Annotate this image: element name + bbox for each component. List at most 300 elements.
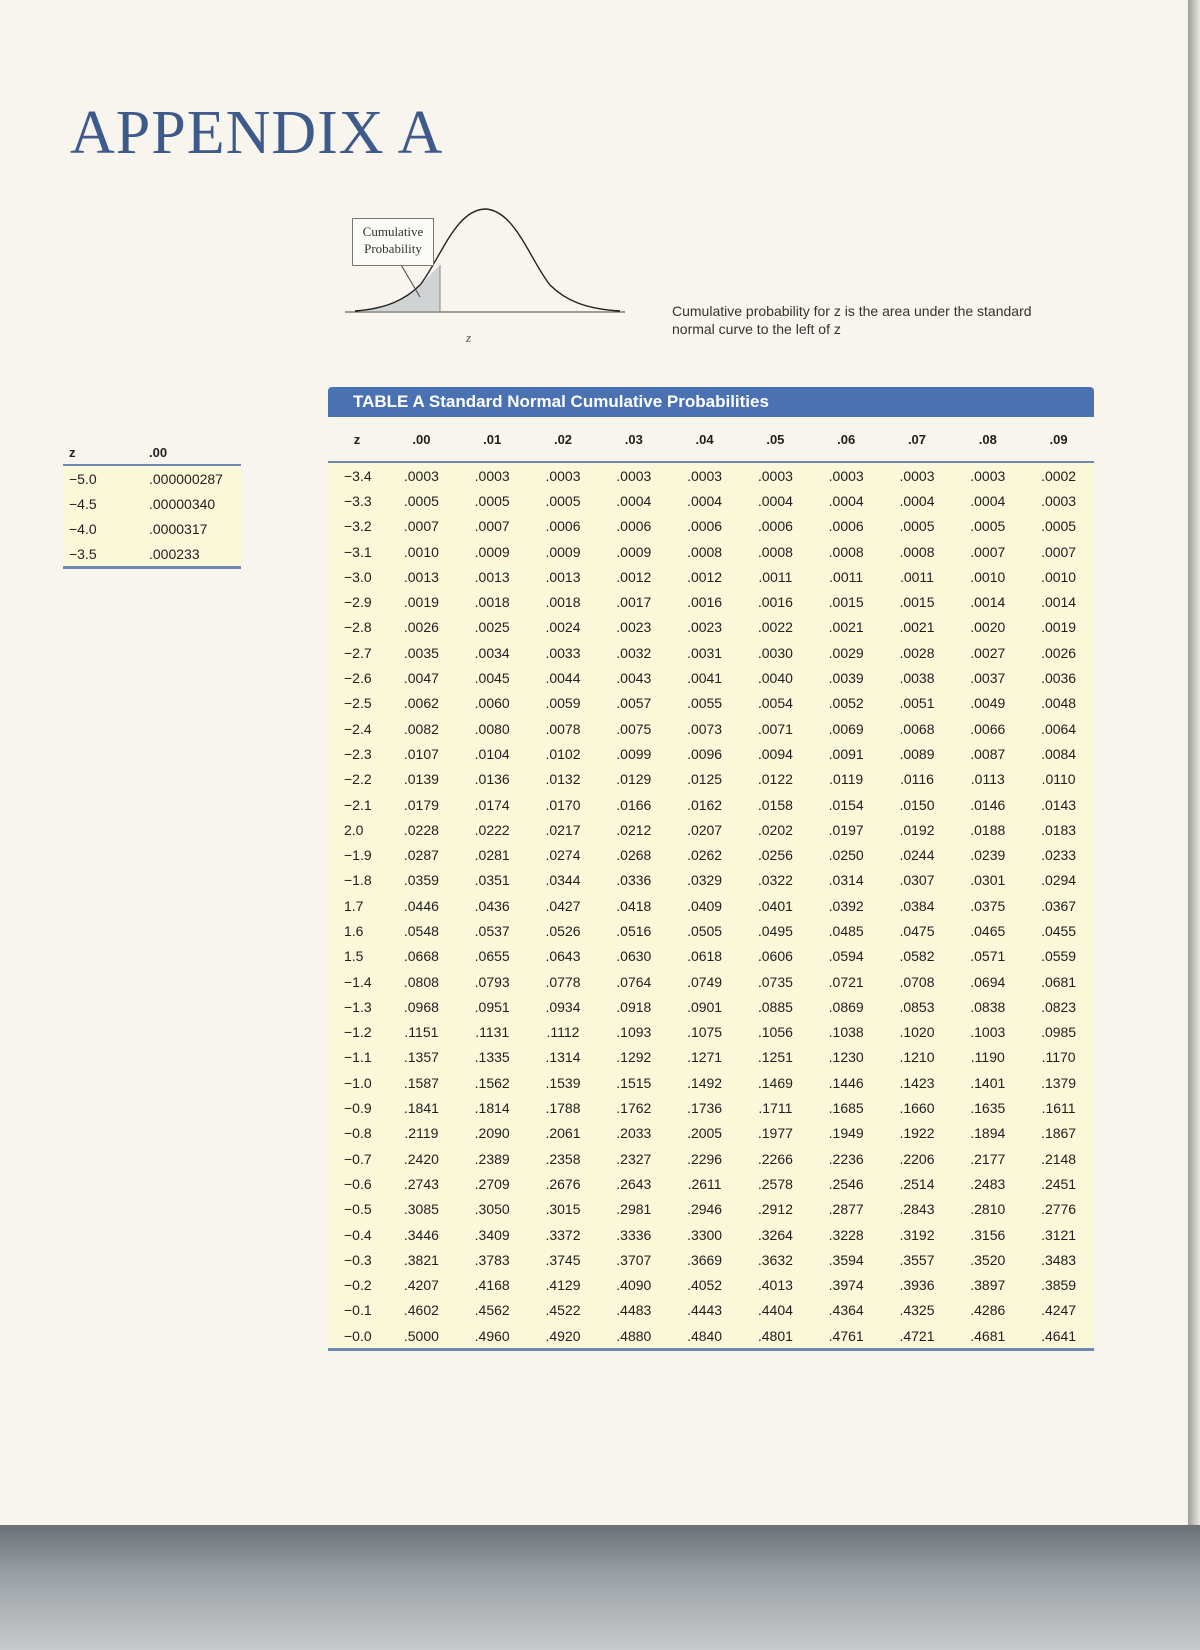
probability-cell: .0336 [616,872,652,889]
table-row [328,716,1094,741]
probability-cell: .4641 [1023,1323,1094,1350]
probability-cell: .0048 [1041,695,1077,712]
probability-cell: .0013 [474,568,510,585]
probability-cell: .0268 [616,847,652,864]
probability-cell: .0000317 [149,520,208,537]
probability-cell: .0294 [1041,872,1077,889]
probability-cell: .0089 [899,745,935,762]
probability-cell: .4602 [403,1302,439,1319]
probability-cell: .0003 [687,467,723,484]
z-value-cell: −2.7 [344,644,372,661]
probability-cell: .2578 [757,1175,793,1192]
probability-cell: .1003 [970,1024,1006,1041]
probability-cell: .0934 [545,998,581,1015]
column-header: .07 [882,417,953,462]
z-value-cell: −3.0 [344,568,372,585]
pointer-arrow [400,263,420,297]
probability-cell: .0071 [757,720,793,737]
probability-cell: .1814 [474,1100,510,1117]
probability-cell: .0668 [403,948,439,965]
z-value-cell: 1.6 [344,922,364,939]
probability-cell: .0013 [545,568,581,585]
table-row [328,1095,1094,1120]
probability-cell: .0018 [545,594,581,611]
probability-cell: .0005 [1041,518,1077,535]
probability-cell: .0122 [757,771,793,788]
probability-cell: .3156 [970,1226,1006,1243]
z-value-cell: −1.1 [344,1049,372,1066]
probability-cell: .0708 [899,973,935,990]
probability-cell: .0951 [474,998,510,1015]
probability-cell: .0582 [899,948,935,965]
z-value-cell: −1.0 [344,1074,372,1091]
probability-cell: .0808 [403,973,439,990]
probability-cell: .1711 [758,1100,793,1117]
probability-cell: .000000287 [149,470,223,487]
probability-cell: .0096 [687,745,723,762]
z-value-cell: −2.8 [344,619,372,636]
probability-cell: .2119 [404,1125,439,1142]
probability-cell: .4247 [1041,1302,1077,1319]
probability-cell: .4325 [899,1302,935,1319]
probability-cell: .4761 [811,1323,882,1350]
probability-cell: .1131 [475,1024,510,1041]
probability-cell: .1210 [899,1049,935,1066]
probability-cell: .0014 [1041,594,1077,611]
z-value-cell: −3.4 [344,467,372,484]
probability-cell: .0003 [970,467,1006,484]
probability-cell: .0044 [545,670,581,687]
z-value-cell: −3.5 [63,541,149,568]
probability-cell: .0329 [687,872,723,889]
probability-cell: .0003 [899,467,935,484]
probability-cell: .0022 [757,619,793,636]
probability-cell: .3974 [828,1277,864,1294]
probability-cell: .0262 [687,847,723,864]
probability-cell: .4090 [616,1277,652,1294]
probability-cell: .0027 [970,644,1006,661]
probability-cell: .0021 [899,619,935,636]
probability-cell: .0132 [545,771,581,788]
page-title: APPENDIX A [70,99,444,167]
probability-cell: .0594 [828,948,864,965]
probability-cell: .0188 [970,821,1006,838]
probability-cell: .0016 [687,594,723,611]
probability-cell: .3121 [1041,1226,1077,1243]
probability-cell: .3745 [545,1251,581,1268]
probability-cell: .0039 [828,670,864,687]
probability-cell: .4404 [757,1302,793,1319]
z-value-cell: 2.0 [344,821,364,838]
table-row [328,1197,1094,1222]
probability-cell: .0064 [1041,720,1077,737]
probability-cell: .0006 [545,518,581,535]
probability-cell: .1292 [616,1049,652,1066]
probability-cell: .0129 [616,771,652,788]
probability-cell: .2810 [970,1201,1006,1218]
probability-cell: .2912 [757,1201,793,1218]
z-value-cell: −2.2 [344,771,372,788]
probability-cell: .0054 [757,695,793,712]
probability-cell: .0233 [1041,847,1077,864]
probability-cell: .0045 [474,670,510,687]
probability-cell: .0012 [616,568,652,585]
probability-cell: .0901 [687,998,723,1015]
table-row [328,842,1094,867]
probability-cell: .1357 [403,1049,439,1066]
probability-cell: .0475 [899,922,935,939]
probability-cell: .0006 [616,518,652,535]
probability-cell: .0009 [616,543,652,560]
table-row [63,491,241,516]
column-header: .01 [457,417,528,462]
probability-cell: .0015 [828,594,864,611]
probability-cell: .0630 [616,948,652,965]
probability-cell: .0004 [687,492,723,509]
probability-cell: .0239 [970,847,1006,864]
probability-cell: .1611 [1041,1100,1076,1117]
column-header: .03 [598,417,669,462]
probability-cell: .0032 [616,644,652,661]
table-row [328,640,1094,665]
probability-cell: .0968 [403,998,439,1015]
table-row [328,1070,1094,1095]
probability-cell: .3446 [403,1226,439,1243]
probability-cell: .0006 [687,518,723,535]
z-value-cell: −3.2 [344,518,372,535]
probability-cell: .0823 [1041,998,1077,1015]
probability-cell: .0274 [545,847,581,864]
probability-cell: .0005 [899,518,935,535]
column-header: .00 [386,417,457,462]
probability-cell: .0007 [1041,543,1077,560]
probability-cell: .0436 [474,897,510,914]
column-header: z [328,417,386,462]
probability-cell: .0655 [474,948,510,965]
probability-cell: .0749 [687,973,723,990]
probability-cell: .0314 [828,872,864,889]
table-row [328,1146,1094,1171]
probability-cell: .0036 [1041,670,1077,687]
probability-cell: .0007 [403,518,439,535]
probability-cell: .4522 [545,1302,581,1319]
probability-cell: .0202 [757,821,793,838]
table-row [328,488,1094,513]
probability-cell: .0344 [545,872,581,889]
probability-cell: .0384 [899,897,935,914]
probability-cell: .0559 [1041,948,1077,965]
probability-cell: .1335 [474,1049,510,1066]
probability-cell: .4168 [474,1277,510,1294]
probability-cell: .0287 [403,847,439,864]
probability-cell: .0075 [616,720,652,737]
probability-cell: .0170 [545,796,581,813]
probability-cell: .0643 [545,948,581,965]
probability-cell: .0091 [828,745,864,762]
probability-cell: .0113 [970,771,1005,788]
probability-cell: .4880 [598,1323,669,1350]
probability-cell: .1271 [687,1049,723,1066]
table-row [328,615,1094,640]
probability-cell: .3015 [545,1201,581,1218]
probability-cell: .0192 [899,821,935,838]
table-row [328,589,1094,614]
probability-cell: .0033 [545,644,581,661]
probability-cell: .3228 [828,1226,864,1243]
probability-cell: .0009 [474,543,510,560]
probability-cell: .1190 [970,1049,1005,1066]
z-value-cell: 1.7 [344,897,364,914]
probability-cell: .4286 [970,1302,1006,1319]
probability-cell: .0003 [1041,492,1077,509]
probability-cell: .0017 [616,594,652,611]
probability-cell: .0485 [828,922,864,939]
probability-cell: .3192 [899,1226,935,1243]
probability-cell: .1075 [687,1024,723,1041]
probability-cell: .0418 [616,897,652,914]
probability-cell: .0040 [757,670,793,687]
probability-cell: .0455 [1041,922,1077,939]
probability-cell: .0548 [403,922,439,939]
probability-cell: .0495 [757,922,793,939]
probability-cell: .1894 [970,1125,1006,1142]
probability-cell: .1401 [970,1074,1006,1091]
probability-cell: .1314 [545,1049,581,1066]
probability-cell: .0041 [687,670,723,687]
probability-cell: .4681 [952,1323,1023,1350]
probability-cell: .3372 [545,1226,581,1243]
z-value-cell: −4.5 [69,495,97,512]
probability-cell: .0322 [757,872,793,889]
probability-cell: .0116 [899,771,934,788]
probability-cell: .2451 [1041,1175,1077,1192]
probability-cell: .0125 [687,771,723,788]
normal-cdf-table [328,417,1094,1351]
table-row [328,792,1094,817]
probability-cell: .0136 [474,771,510,788]
z-value-cell: −1.8 [344,872,372,889]
z-value-cell: −0.1 [344,1302,372,1319]
probability-cell: .0011 [758,568,793,585]
z-value-cell: −0.2 [344,1277,372,1294]
probability-cell: .0021 [828,619,864,636]
probability-cell: .0281 [474,847,510,864]
table-row [328,868,1094,893]
probability-cell: .1151 [404,1024,439,1041]
probability-cell: .0107 [403,745,439,762]
probability-cell: .0571 [970,948,1006,965]
probability-cell: .2177 [970,1150,1006,1167]
table-row [328,462,1094,488]
probability-cell: .0082 [403,720,439,737]
z-value-cell: 1.5 [344,948,364,965]
z-value-cell: −0.8 [344,1125,372,1142]
probability-cell: .1977 [757,1125,793,1142]
probability-cell: .0392 [828,897,864,914]
probability-cell: .1446 [828,1074,864,1091]
probability-cell: .4364 [828,1302,864,1319]
probability-cell: .2514 [899,1175,935,1192]
probability-cell: .1379 [1041,1074,1077,1091]
probability-cell: .3783 [474,1251,510,1268]
probability-cell: .0003 [403,467,439,484]
table-row [328,817,1094,842]
probability-cell: .4960 [457,1323,528,1350]
probability-cell: .1949 [828,1125,864,1142]
z-value-cell: −3.1 [344,543,372,560]
probability-cell: .00000340 [149,495,216,512]
probability-cell: .1112 [546,1024,580,1041]
z-value-cell: −0.9 [344,1100,372,1117]
probability-cell: .0015 [899,594,935,611]
probability-cell: .0102 [545,745,581,762]
z-value-cell: −0.5 [344,1201,372,1218]
probability-cell: .0166 [616,796,652,813]
probability-cell: .0359 [403,872,439,889]
probability-cell: .2946 [687,1201,723,1218]
probability-cell: .0009 [545,543,581,560]
probability-cell: .0099 [616,745,652,762]
probability-cell: .0030 [757,644,793,661]
probability-cell: .0068 [899,720,935,737]
probability-cell: .0004 [757,492,793,509]
probability-cell: .0158 [757,796,793,813]
probability-cell: .0212 [616,821,652,838]
probability-cell: .1867 [1041,1125,1077,1142]
probability-cell: .1230 [828,1049,864,1066]
probability-cell: .0019 [1041,619,1077,636]
probability-cell: .1093 [616,1024,652,1041]
probability-cell: .3897 [970,1277,1006,1294]
probability-cell: .3557 [899,1251,935,1268]
table-row [328,1121,1094,1146]
probability-cell: .0051 [899,695,935,712]
table-row [328,665,1094,690]
probability-cell: .0035 [403,644,439,661]
probability-cell: .0005 [970,518,1006,535]
probability-cell: .0217 [545,821,581,838]
probability-cell: .0401 [757,897,793,914]
probability-cell: .0838 [970,998,1006,1015]
probability-cell: .0005 [545,492,581,509]
probability-cell: .0367 [1041,897,1077,914]
probability-cell: .2148 [1041,1150,1077,1167]
probability-cell: .0028 [899,644,935,661]
probability-cell: .0375 [970,897,1006,914]
z-value-cell: −1.9 [344,847,372,864]
probability-cell: .1170 [1041,1049,1076,1066]
probability-cell: .0062 [403,695,439,712]
table-row [328,893,1094,918]
probability-cell: .2033 [616,1125,652,1142]
probability-cell: .0228 [403,821,439,838]
probability-cell: .0055 [687,695,723,712]
probability-cell: .0025 [474,619,510,636]
probability-cell: .0764 [616,973,652,990]
probability-cell: .0006 [828,518,864,535]
probability-cell: .3300 [687,1226,723,1243]
probability-cell: .4207 [403,1277,439,1294]
probability-cell: .4801 [740,1323,811,1350]
small-table-header-00: .00 [149,440,241,465]
probability-cell: .0869 [828,998,864,1015]
probability-cell: .1788 [545,1100,581,1117]
probability-cell: .3520 [970,1251,1006,1268]
probability-cell: .2981 [616,1201,652,1218]
probability-cell: .0004 [616,492,652,509]
probability-cell: .3821 [403,1251,439,1268]
probability-cell: .0004 [970,492,1006,509]
table-row [328,918,1094,943]
probability-cell: .3859 [1041,1277,1077,1294]
table-row [63,516,241,541]
probability-cell: .0006 [757,518,793,535]
probability-cell: .0005 [403,492,439,509]
probability-cell: .0087 [970,745,1006,762]
probability-cell: .0681 [1041,973,1077,990]
probability-cell: .0007 [970,543,1006,560]
probability-cell: .0047 [403,670,439,687]
probability-cell: .0516 [616,922,652,939]
probability-cell: .0084 [1041,745,1077,762]
probability-cell: .4840 [669,1323,740,1350]
table-row [328,539,1094,564]
table-row [328,969,1094,994]
probability-cell: .0060 [474,695,510,712]
table-row [328,691,1094,716]
probability-cell: .2236 [828,1150,864,1167]
probability-cell: .0026 [1041,644,1077,661]
probability-cell: .0066 [970,720,1006,737]
probability-cell: .0031 [687,644,723,661]
probability-cell: .2743 [403,1175,439,1192]
column-header: .05 [740,417,811,462]
probability-cell: .0005 [474,492,510,509]
probability-cell: .2643 [616,1175,652,1192]
probability-cell: .0008 [757,543,793,560]
table-title: TABLE A Standard Normal Cumulative Probabilities [328,387,1094,417]
probability-cell: .0024 [545,619,581,636]
probability-cell: .0250 [828,847,864,864]
table-row [328,767,1094,792]
probability-cell: .2206 [899,1150,935,1167]
probability-cell: .4052 [687,1277,723,1294]
probability-cell: .2327 [616,1150,652,1167]
probability-cell: .0409 [687,897,723,914]
probability-cell: .1562 [474,1074,510,1091]
z-value-cell: −2.4 [344,720,372,737]
probability-cell: .1762 [616,1100,652,1117]
probability-cell: .4443 [687,1302,723,1319]
probability-cell: .0918 [616,998,652,1015]
probability-cell: .0150 [899,796,935,813]
probability-cell: .0010 [970,568,1006,585]
probability-cell: .0162 [687,796,723,813]
probability-cell: .0052 [828,695,864,712]
probability-cell: .0197 [828,821,864,838]
probability-cell: .0143 [1041,796,1077,813]
probability-cell: .4129 [545,1277,581,1294]
z-value-cell: −0.3 [344,1251,372,1268]
shaded-area [355,265,440,311]
z-value-cell: −1.2 [344,1024,372,1041]
probability-cell: .0351 [474,872,510,889]
probability-cell: .1635 [970,1100,1006,1117]
table-row [328,514,1094,539]
z-value-cell: −2.5 [344,695,372,712]
probability-cell: .0885 [757,998,793,1015]
table-row [63,541,241,568]
